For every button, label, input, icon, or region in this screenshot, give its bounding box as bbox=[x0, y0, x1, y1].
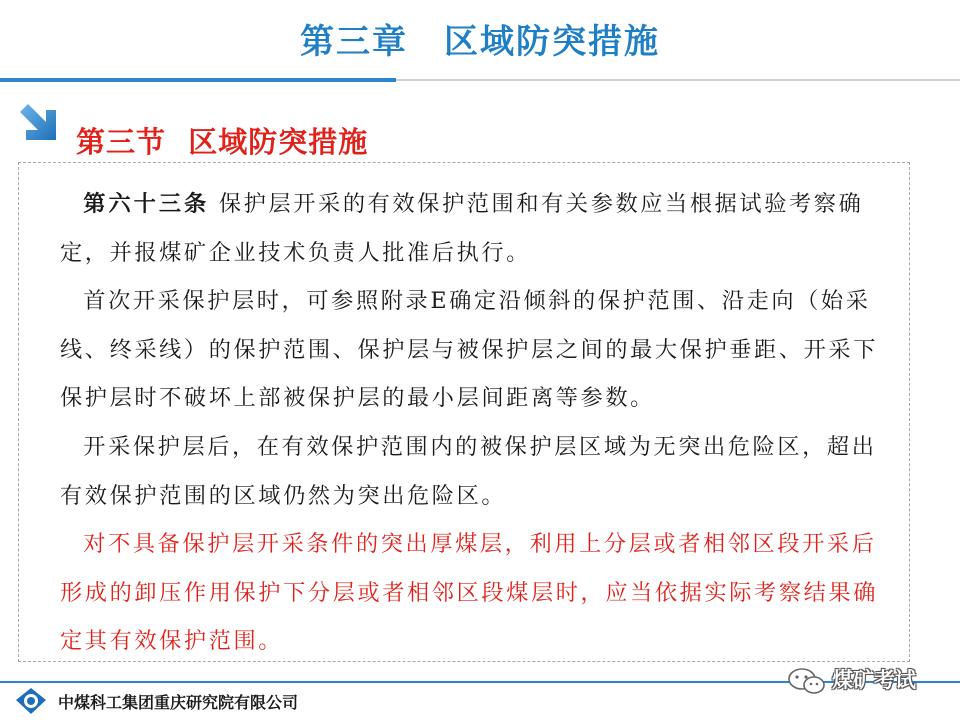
company-logo-icon bbox=[14, 686, 48, 716]
chapter-title: 第三章 区域防突措施 bbox=[300, 22, 660, 62]
article-text bbox=[60, 180, 890, 666]
paragraph-2: 首次开采保护层时，可参照附录E确定沿倾斜的保护范围、沿走向（始采线、终采线）的保护范围、保护层与被保护层之间的最大保护垂距、开采下保护层时不破坏上部被保护层的最小层间距离等参数。 bbox=[60, 288, 878, 412]
article-number: 第六十三条 bbox=[83, 191, 210, 217]
paragraph-1 bbox=[60, 180, 890, 277]
header-rule bbox=[396, 79, 960, 81]
arrow-down-right-icon bbox=[16, 100, 60, 144]
paragraph-1-text: 保护层开采的有效保护范围和有关参数应当根据试验考察确定，并报煤矿企业技术负责人批准后执行。 bbox=[60, 191, 864, 266]
paragraph-3: 开采保护层后，在有效保护范围内的被保护层区域为无突出危险区，超出有效保护范围的区域仍然为突出危险区。 bbox=[60, 433, 877, 509]
header-rule-accent bbox=[0, 78, 396, 82]
footer-organization: 中煤科工集团重庆研究院有限公司 bbox=[58, 693, 299, 712]
watermark-text: 煤矿考试 bbox=[832, 668, 916, 692]
paragraph-4: 对不具备保护层开采条件的突出厚煤层，利用上分层或者相邻区段开采后形成的卸压作用保护下分层或者相邻区段煤层时，应当依据实际考察结果确定其有效保护范围。 bbox=[60, 531, 878, 655]
wechat-icon bbox=[786, 666, 828, 696]
section-title: 第三节 区域防突措施 bbox=[76, 125, 369, 159]
